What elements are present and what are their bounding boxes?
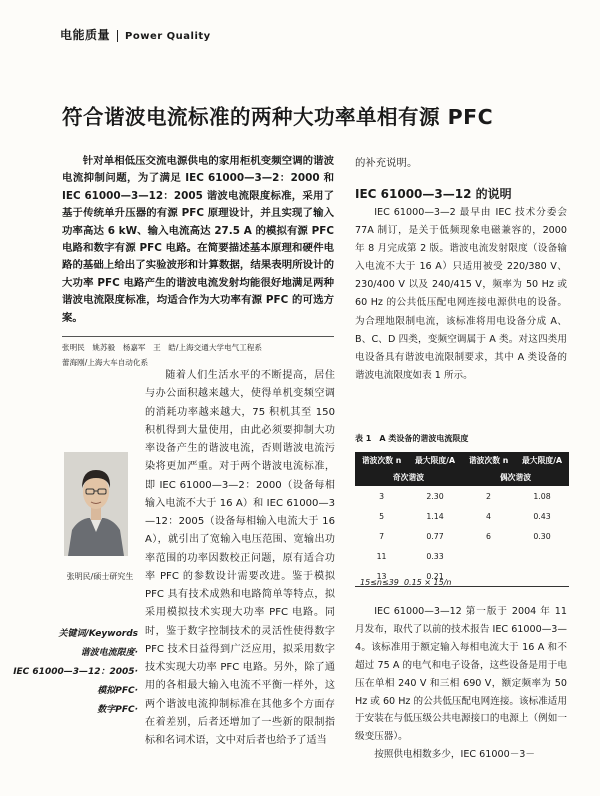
intro-paragraph: 随着人们生活水平的不断提高，居住与办公面积越来越大，使得单机变频空调的消耗功率越来越大，75 积机其至 150 积机得到大量使用，由此必须要抑制大功率设备产生的谐波电流，否则谐波电流污染将更加严重。对于两个谐波电流标准，即 IEC 61000—3—2：2000（设备每相输入电流不大于 16 A）和 IEC 61000—3—12：2005（设备每相输入电流大于 16 A），就引出了宽输入电压范围、宽输出功率范围的功率因数校正问题，原有适合功率 PFC 的参数设计需要改进。鉴于模拟 PFC 具有技术成熟和电路简单等特点，拟采用模拟技术实现大功率 PFC 电路。同时，鉴于数字控制技术的灵活性使得数字 PFC 技术日益得到广泛应用，拟采用数字技术实现大功率 PFC 电路。另外，除了通用的各相最大输入电流不平衡一样外，这两个谐波电流抑制标准在其他多个方面存在着差别，后者还增加了一些新的限制指标和名词术语，文中对后者也给予了适当 (145, 370, 335, 746)
table-row (355, 506, 569, 526)
table-note-row (360, 578, 560, 587)
table-header-row (355, 452, 569, 469)
keyword-item: 模拟PFC· (97, 686, 138, 696)
author-photo (64, 452, 128, 556)
keyword-item: 谐波电流限度· (80, 648, 138, 658)
keywords-label: 关键词/Keywords (58, 629, 138, 639)
section-body (355, 204, 567, 385)
authors-line-1: 张明民 姚苏毅 杨嘉军 王 皓/上海交通大学电气工程系 (62, 343, 262, 352)
table-cell: 0.77 (426, 531, 444, 541)
table-cell: 7 (379, 531, 385, 541)
table-cell: 2 (486, 491, 492, 501)
table-header-cell: 最大限度/A (408, 452, 462, 469)
table-cell: 0.30 (533, 531, 551, 541)
section-label-en: Power Quality (125, 31, 211, 42)
intro-column (145, 367, 335, 750)
harmonic-limit-table (355, 452, 569, 587)
table-cell: 13 (355, 566, 408, 587)
table-caption: 表 1 A 类设备的谐波电流限度 (355, 434, 469, 443)
paragraph: IEC 61000—3—2 最早由 IEC 技术分委会 77A 制订，是关于低频现象电磁兼容的，2000 年 8 月完成第 2 版。谐波电流发射限度（设备输入电流不大于 16 A）只适用被受 220/380 V、230/400 V 以及 240/415 V，频率为 50 Hz 或 60 Hz 的公共低压配电网连接电源供电的设备。为合理地限制电流，该标准将用电设备分成 A、B、C、D 四类，变频空调属于 A 类。对这四类用电设备具有谐波电流限制要求，其中 A 类设备的谐波电流限度如表 1 所示。 (355, 207, 567, 381)
table-cell (462, 546, 515, 566)
continued-text: 的补充说明。 (355, 157, 418, 169)
table-note-formula: 0.15 × 15/n (403, 578, 452, 587)
table-row (355, 526, 569, 546)
paragraph: 按照供电相数多少，IEC 61000－3－ (374, 749, 535, 761)
paragraph: IEC 61000—3—12 第一版于 2004 年 11 月发布，取代了以前的技术报告 IEC 61000—3—4。该标准用于额定输入每相电流大于 16 A 和不超过 75 A 的电气和电子设备，这些设备是用于电压在单相 240 V 和三相 690 V，额定频率为 50 Hz 或 60 Hz 的公共低压配电网连接。该标准适用于安装在与低压级公共电源接口的电源上（例如一级变压器）。 (355, 606, 567, 743)
table-note-range: 15≤n≤39 (360, 578, 399, 587)
keyword-item: 数字PFC· (97, 705, 138, 715)
table-cell: 3 (379, 491, 385, 501)
authors-line-2: 蕾海刚/上海大车自动化系 (62, 357, 149, 367)
table-cell: 11 (376, 551, 387, 561)
table-subheader-row (355, 469, 569, 486)
table-cell: 6 (486, 531, 492, 541)
table-cell: 1.08 (533, 491, 551, 501)
abstract: 针对单相低压交流电源供电的家用柜机变频空调的谐波电流抑制问题，为了满足 IEC 61000—3—2：2000 和 IEC 61000—3—12：2005 谐波电流限度标准，采用了基于传统单升压器的有源 PFC 原理设计，并且实现了输入功率高达 6 kW、输入电流高达 27.5 A 的模拟有源 PFC 电路和数字有源 PFC 电路。在简要描述基本原理和硬件电路的基础上给出了实验波形和计算数据，结果表明所设计的大功率 PFC 电路产生的谐波电流发射均能很好地满足两种谐波电流限度标准，均适合作为大功率有源 PFC 的可选方案。 (62, 155, 334, 324)
table-subheader-cell: 偶次谐波 (462, 469, 569, 486)
table-cell: 1.14 (426, 511, 444, 521)
table-row (355, 546, 569, 566)
table-cell: 2.30 (426, 491, 444, 501)
table-cell: 0.33 (426, 551, 444, 561)
table-subheader-cell: 奇次谐波 (355, 469, 462, 486)
keyword-item: IEC 61000—3—12：2005· (13, 667, 138, 677)
table-cell: 0.43 (533, 511, 551, 521)
photo-caption: 张明民/硕士研究生 (66, 572, 134, 581)
section-heading: IEC 61000—3—12 的说明 (355, 187, 512, 201)
section-label-cn: 电能质量 (60, 28, 111, 42)
table-header-cell: 谐波次数 n (462, 452, 515, 469)
section-body-continued (355, 603, 567, 764)
table-cell: 4 (486, 511, 492, 521)
keywords (10, 625, 138, 720)
table-row (355, 486, 569, 506)
divider (62, 336, 334, 337)
article-title: 符合谐波电流标准的两种大功率单相有源 PFC (62, 105, 494, 129)
table-cell: 0.21 (408, 566, 462, 587)
header-separator (117, 30, 118, 42)
table-header-cell: 谐波次数 n (355, 452, 408, 469)
authors (62, 341, 334, 370)
section-header (60, 26, 211, 43)
table-cell (515, 546, 569, 566)
author-portrait-image (64, 452, 128, 556)
table-header-cell: 最大限度/A (515, 452, 569, 469)
table-cell: 5 (379, 511, 385, 521)
